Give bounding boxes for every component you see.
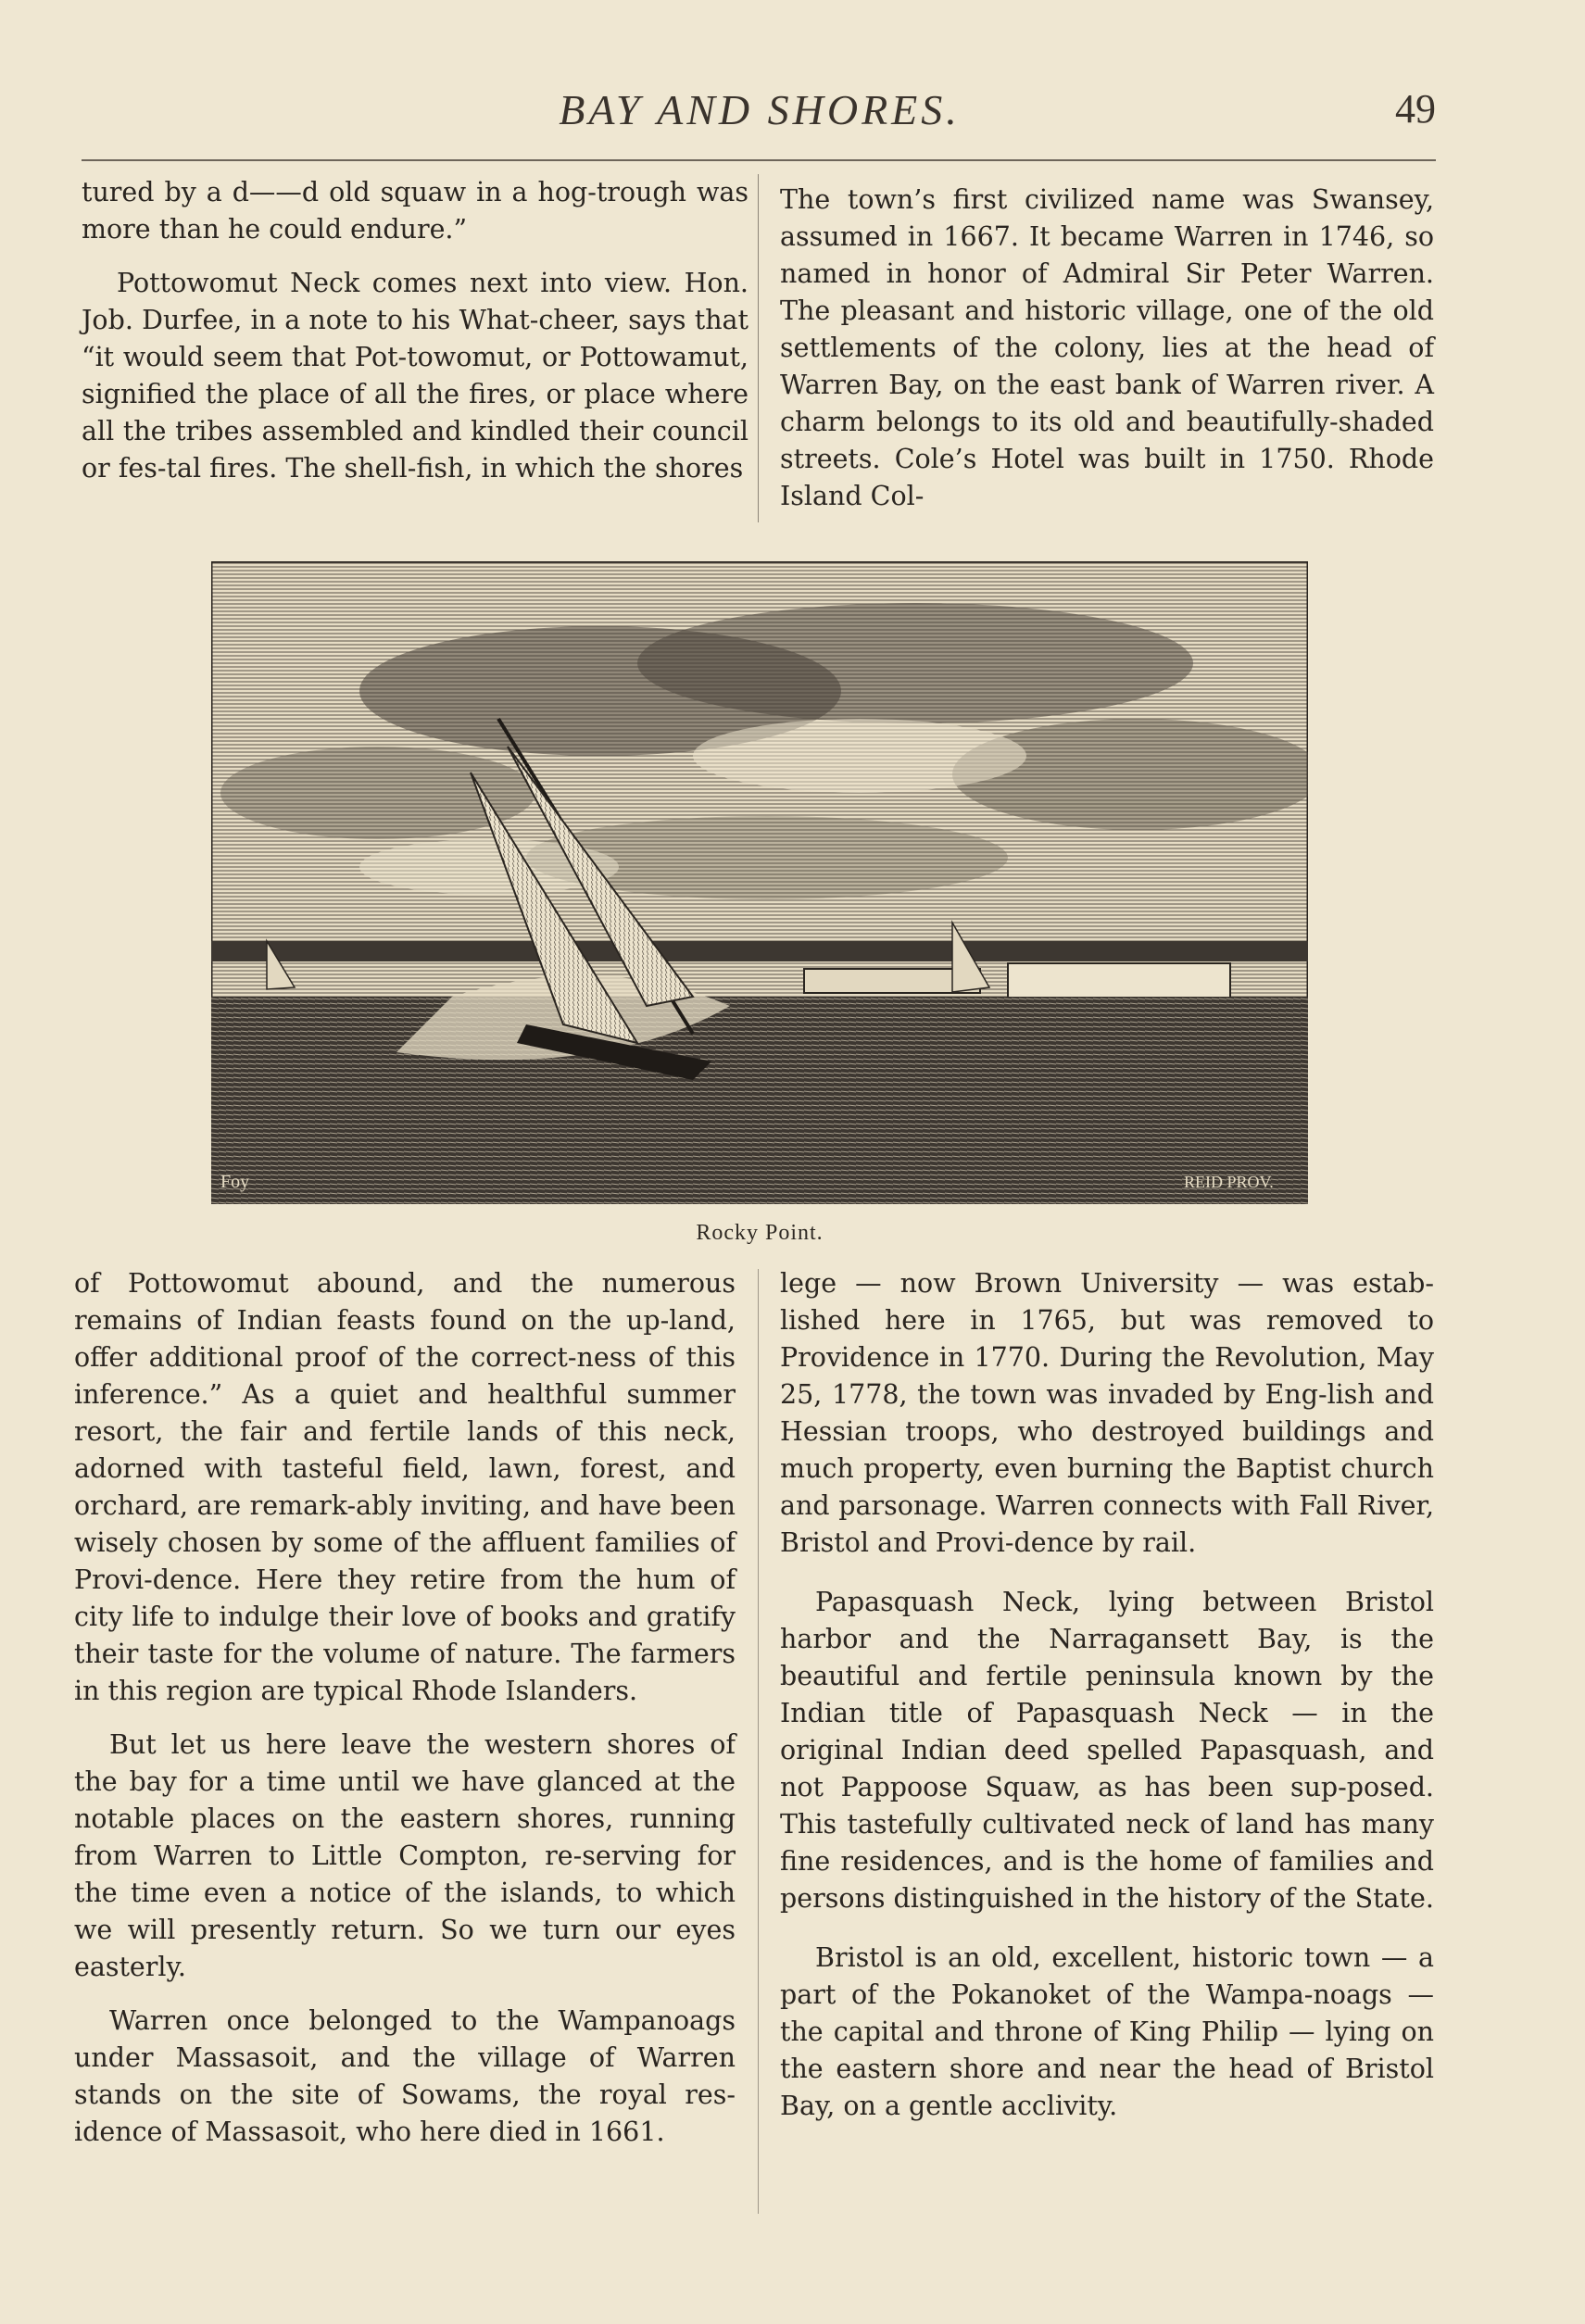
paragraph: But let us here leave the western shores of the bay for a time until we have glanced at the notable places on the eastern shores, running from Warren to Little Compton, re-serving for the time even a notice of the islands, to which we will presently return. So we turn our eyes easterly. [74,1729,736,1982]
paragraph: of Pottowomut abound, and the numerous remains of Indian feasts found on the up-land, offer additional proof of the correct-ness of this inference.” As a quiet and healthful summer resort, the fair and fertile lands of this neck, adorned with tasteful field, lawn, forest, and orchard, are remark-ably inviting, and have been wisely chosen by some of the affluent families of Provi-dence. Here they retire from the hum of city life to indulge their love of books and gratify their taste for the volume of nature. The farmers in this region are typical Rhode Islanders. [74,1268,736,1706]
running-header [83,85,1436,141]
engraving-image [211,561,1308,1204]
top-left-column [82,174,748,487]
paragraph: Pottowomut Neck comes next into view. Hon. Job. Durfee, in a note to his What-cheer, says that “it would seem that Pot-towomut, or Pottowamut, signified the place of all the fires, or place where all the tribes assembled and kindled their council or fes-tal fires. The shell-fish, in which the shores [82,268,748,484]
header-rule [82,159,1436,161]
column-divider [758,174,759,522]
top-right-column [780,182,1434,515]
figure-caption: Rocky Point. [696,1221,824,1245]
paragraph: tured by a d——d old squaw in a hog-trough was more than he could endure.” [82,177,748,245]
paragraph: Bristol is an old, excellent, historic town — a part of the Pokanoket of the Wampa-noags — the capital and throne of King Philip — lying on the eastern shore and near the head of Bristol Bay, on a gentle acclivity. [780,1942,1434,2121]
bottom-right-column [780,1265,1434,2125]
bottom-left-column [74,1265,736,2151]
paragraph: lege — now Brown University — was estab-lished here in 1765, but was removed to Providence in 1770. During the Revolution, May 25, 1778, the town was invaded by Eng-lish and Hessian troops, who destroyed buildings and much property, even burning the Baptist church and parsonage. Warren connects with Fall River, Bristol and Provi-dence by rail. [780,1268,1434,1558]
svg-text:REID PROV.: REID PROV. [1184,1173,1274,1191]
column-divider [758,1269,759,2214]
page-number: 49 [1395,86,1436,132]
svg-text:Foy: Foy [220,1172,250,1192]
paragraph: Papasquash Neck, lying between Bristol harbor and the Narragansett Bay, is the beautiful and fertile peninsula known by the Indian title of Papasquash Neck — in the original Indian deed spelled Papasquash, and not Pappoose Squaw, as has been sup-posed. This tastefully cultivated neck of land has many fine residences, and is the home of families and persons distinguished in the history of the State. [780,1587,1434,1914]
paragraph: The town’s first civilized name was Swansey, assumed in 1667. It became Warren in 1746, so named in honor of Admiral Sir Peter Warren. The pleasant and historic village, one of the old settlements of the colony, lies at the head of Warren Bay, on the east bank of Warren river. A charm belongs to its old and beautifully-shaded streets. Cole’s Hotel was built in 1750. Rhode Island Col- [780,184,1434,511]
paragraph: Warren once belonged to the Wampanoags under Massasoit, and the village of Warren stands on the site of Sowams, the royal res-idence of Massasoit, who here died in 1661. [74,2005,736,2147]
running-title: BAY AND SHORES. [559,86,961,133]
rocky-point-engraving [211,561,1308,1204]
